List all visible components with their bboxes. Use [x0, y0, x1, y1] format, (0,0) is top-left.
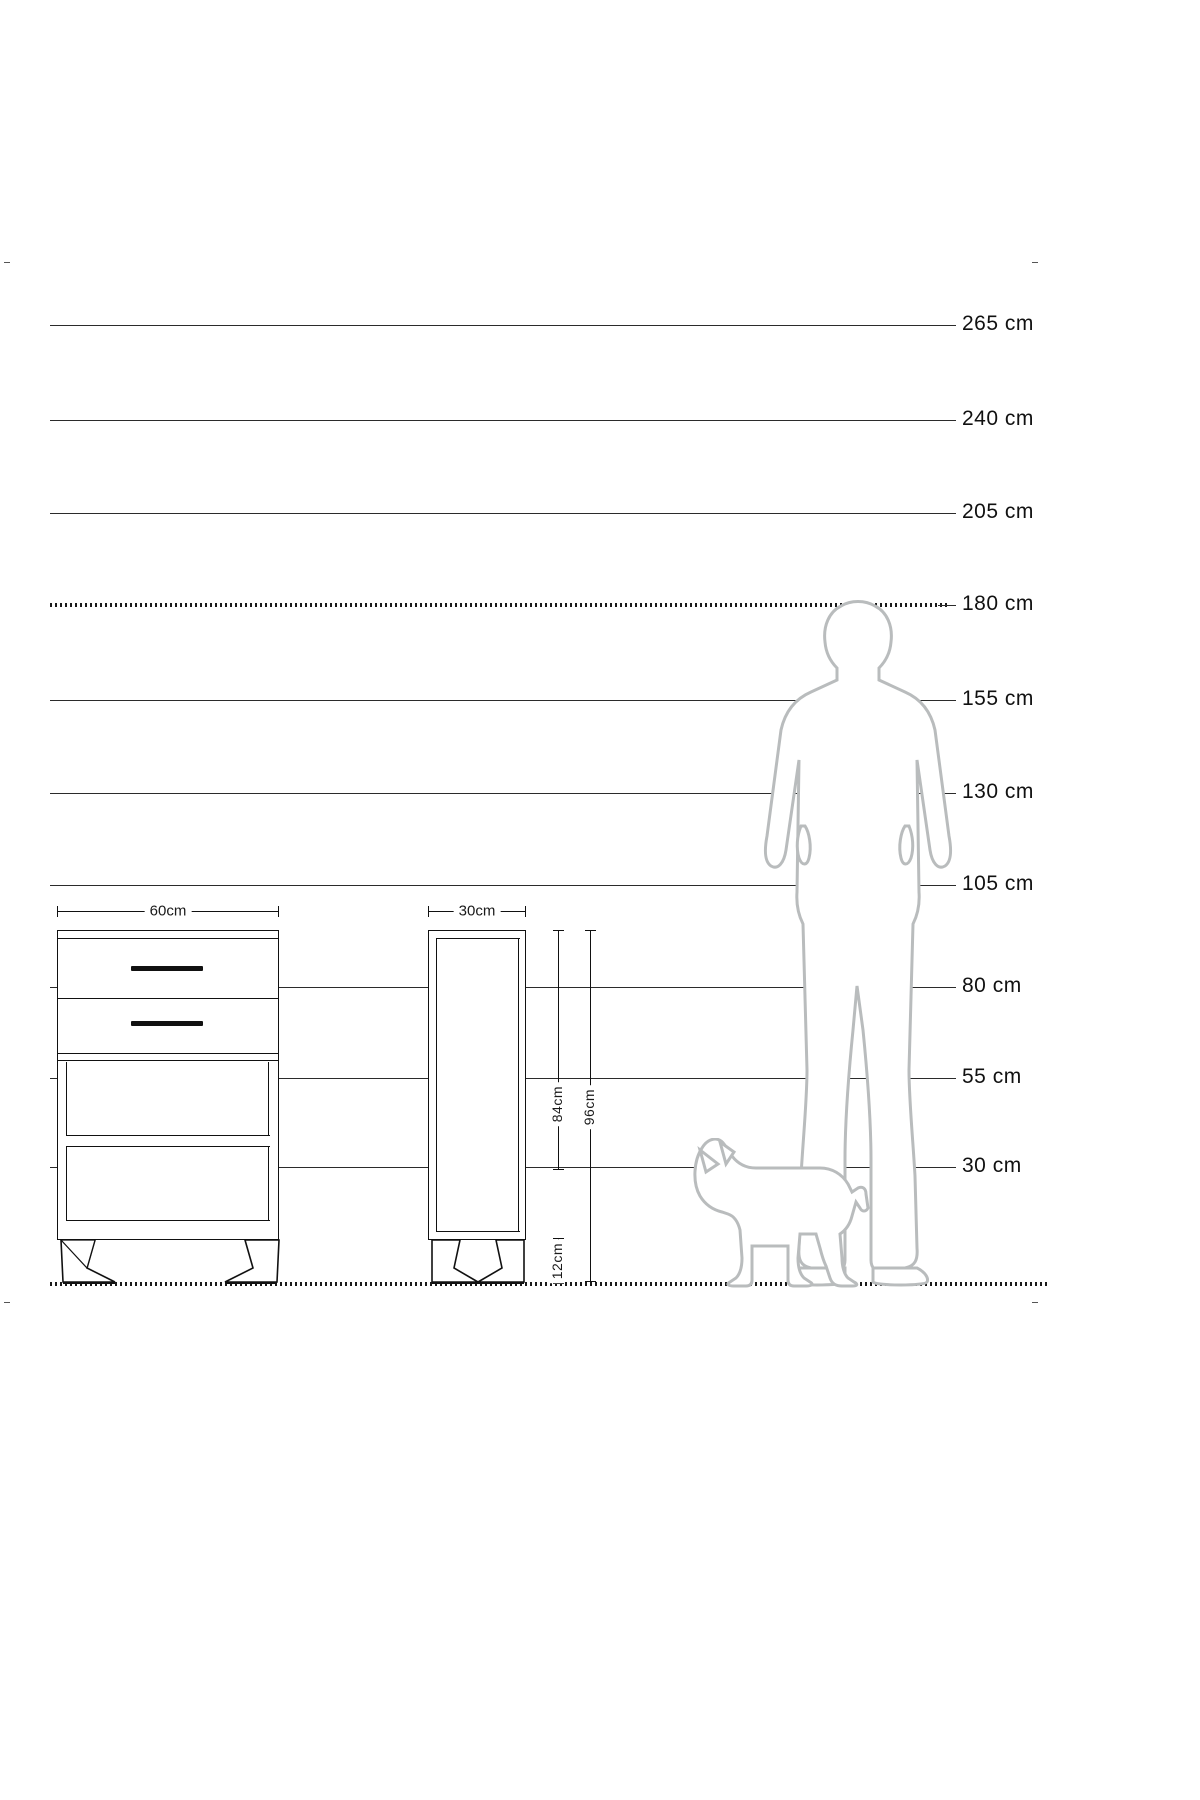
- chest-shelf-middle: [66, 1135, 270, 1136]
- tall-cabinet-body: [428, 930, 526, 1240]
- chest-shelf-top-edge: [57, 1060, 279, 1061]
- scale-label-130: 130 cm: [962, 780, 1034, 803]
- cat-silhouette: [690, 1138, 880, 1288]
- chest-shelf-right-inner: [268, 1062, 269, 1135]
- scale-label-80: 80 cm: [962, 974, 1022, 997]
- registration-tick-top-right: [1032, 262, 1038, 263]
- height-dimension-96cm-label: 96cm: [581, 1085, 597, 1129]
- chest-of-drawers-body: [57, 930, 279, 1240]
- registration-tick-top-left: [4, 262, 10, 263]
- scale-row-105: [0, 872, 1200, 895]
- scale-label-55: 55 cm: [962, 1065, 1022, 1088]
- scale-label-30: 30 cm: [962, 1154, 1022, 1177]
- height-dimension-84cm-label: 84cm: [549, 1082, 565, 1126]
- chest-shelf-middle-lower: [66, 1146, 270, 1147]
- tall-cabinet-inner-right: [518, 938, 519, 1232]
- scale-line-240: [50, 420, 945, 421]
- chest-lower-shelf-bottom: [66, 1220, 270, 1221]
- chest-drawer-1-handle[interactable]: [131, 966, 203, 971]
- scale-tick-240: [938, 420, 956, 421]
- scale-label-155: 155 cm: [962, 687, 1034, 710]
- tall-cabinet-inner-left: [436, 938, 437, 1232]
- scale-tick-205: [938, 513, 956, 514]
- registration-tick-bottom-right: [1032, 1302, 1038, 1303]
- scale-label-240: 240 cm: [962, 407, 1034, 430]
- tall-cabinet-inner-bottom: [436, 1231, 520, 1232]
- chest-drawer-2-divider: [57, 1053, 279, 1054]
- scale-row-155: [0, 687, 1200, 710]
- chest-drawer-1-divider: [57, 998, 279, 999]
- height-dimension-84cm-line: [558, 930, 559, 1170]
- scale-row-205: [0, 500, 1200, 523]
- chest-lower-right-inner: [268, 1146, 269, 1220]
- chest-lower-left-inner: [66, 1146, 67, 1220]
- scale-row-130: [0, 780, 1200, 803]
- width-dimension-30cm-label: 30cm: [454, 903, 501, 920]
- height-dimension-12cm-label: 12cm: [549, 1239, 565, 1283]
- chest-legs: [55, 1238, 285, 1286]
- scale-label-205: 205 cm: [962, 500, 1034, 523]
- tall-cabinet-legs: [426, 1238, 530, 1286]
- tall-cabinet-inner-top: [436, 938, 520, 939]
- scale-row-265: [0, 312, 1200, 335]
- scale-line-205: [50, 513, 945, 514]
- scale-row-180: [0, 592, 1200, 615]
- scale-row-240: [0, 407, 1200, 430]
- scale-line-265: [50, 325, 945, 326]
- chest-shelf-left-inner: [66, 1062, 67, 1135]
- scale-label-265: 265 cm: [962, 312, 1034, 335]
- registration-tick-bottom-left: [4, 1302, 10, 1303]
- scale-label-180: 180 cm: [962, 592, 1034, 615]
- chest-drawer-2-handle[interactable]: [131, 1021, 203, 1026]
- scale-tick-265: [938, 325, 956, 326]
- width-dimension-60cm-label: 60cm: [145, 903, 192, 920]
- chest-top-edge: [57, 938, 279, 939]
- scale-label-105: 105 cm: [962, 872, 1034, 895]
